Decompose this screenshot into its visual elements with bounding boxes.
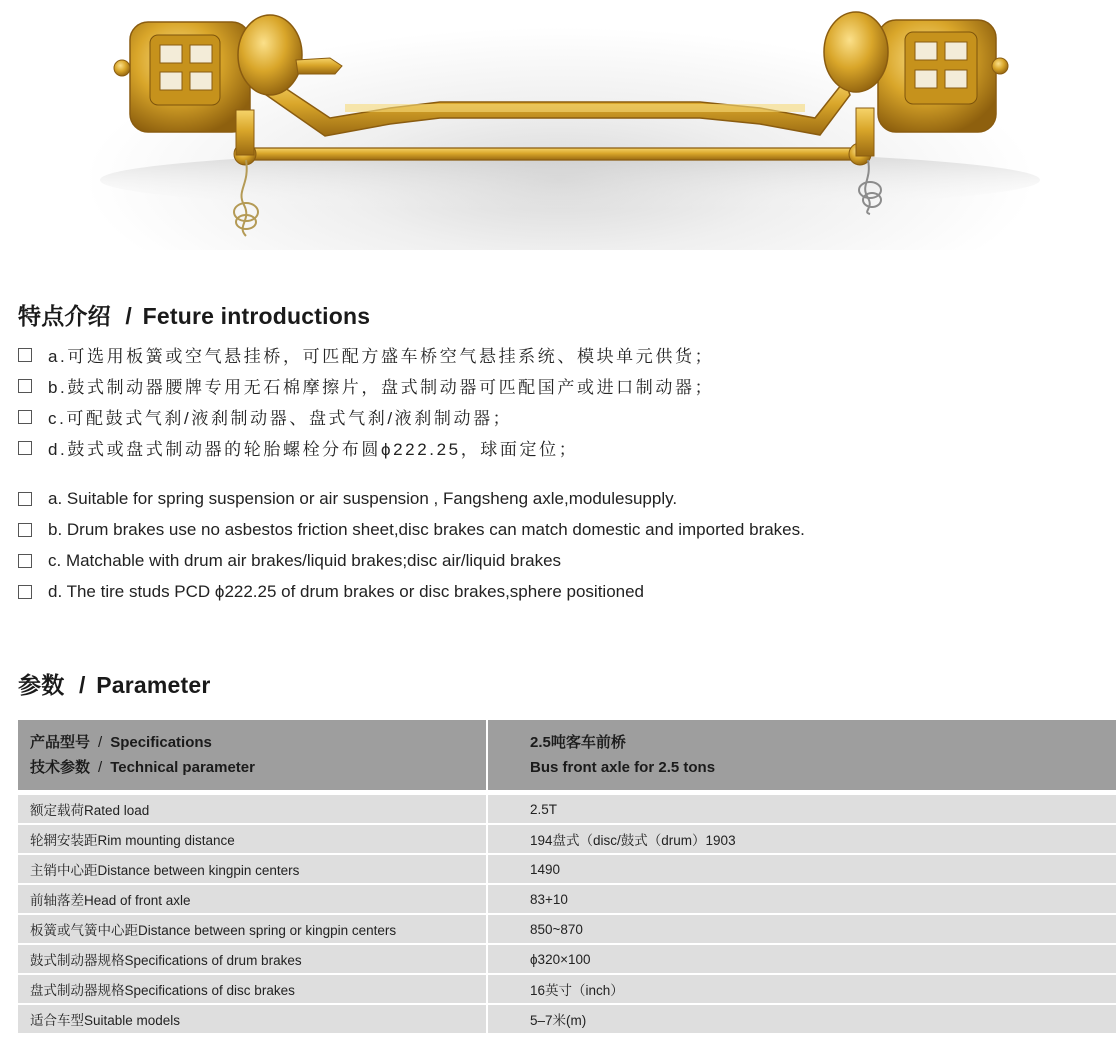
param-label: 主销中心距Distance between kingpin centers [18,854,487,884]
checkbox-icon [18,492,32,506]
checkbox-icon [18,348,32,362]
param-value: 5–7米(m) [487,1004,1116,1033]
list-item [18,401,714,432]
features-heading-zh: 特点介绍 [18,303,111,329]
feature-text: b. Drum brakes use no asbestos friction sheet,disc brakes can match domestic and imported brakes. [48,519,805,539]
table-row [18,884,1116,914]
list-item [18,432,714,463]
list-item [18,576,805,607]
heading-separator: / [125,303,132,329]
slash: / [98,734,103,751]
parameter-heading-en: Parameter [96,672,211,698]
features-list-zh [18,339,714,463]
product-name-zh: 2.5吨客车前桥 [530,734,626,751]
features-heading [18,298,370,331]
param-value: 2.5T [487,793,1116,825]
table-row [18,793,1116,825]
header-spec-cell [18,720,487,793]
param-value: 83+10 [487,884,1116,914]
param-label: 前轴落差Head of front axle [18,884,487,914]
checkbox-icon [18,585,32,599]
product-name-en: Bus front axle for 2.5 tons [530,759,716,776]
param-value: 850~870 [487,914,1116,944]
list-item [18,339,714,370]
feature-text: d.鼓式或盘式制动器的轮胎螺栓分布圆ϕ222.25，球面定位； [48,440,579,459]
checkbox-icon [18,523,32,537]
param-value: 194盘式（disc/鼓式（drum）1903 [487,824,1116,854]
left-brake-assembly [114,15,342,155]
spec-label-en: Specifications [110,734,212,751]
param-value: 1490 [487,854,1116,884]
axle-highlight [345,104,805,112]
spec-label-zh: 产品型号 [30,734,91,751]
table-row [18,1004,1116,1033]
param-label: 盘式制动器规格Specifications of disc brakes [18,974,487,1004]
checkbox-icon [18,441,32,455]
tie-rod [238,148,868,160]
list-item [18,370,714,401]
param-label: 鼓式制动器规格Specifications of drum brakes [18,944,487,974]
parameter-table [18,720,1116,1033]
param-label: 轮辋安装距Rim mounting distance [18,824,487,854]
heading-separator: / [79,672,86,698]
right-brake-assembly [824,12,1008,156]
feature-text: c. Matchable with drum air brakes/liquid brakes;disc air/liquid brakes [48,550,562,570]
feature-text: b.鼓式制动器腰牌专用无石棉摩擦片，盘式制动器可匹配国产或进口制动器； [48,378,715,397]
features-heading-en: Feture introductions [142,303,371,329]
table-header-row [18,720,1116,793]
spec-label [30,730,474,755]
checkbox-icon [18,379,32,393]
feature-text: a. Suitable for spring suspension or air suspension , Fangsheng axle,modulesupply. [48,488,678,508]
product-image-front-axle [0,0,1120,250]
list-item [18,514,805,545]
parameter-heading-zh: 参数 [18,672,65,698]
list-item [18,483,805,514]
param-value: ϕ320×100 [487,944,1116,974]
parameter-heading [18,667,211,700]
tech-label-zh: 技术参数 [30,759,91,776]
feature-text: a.可选用板簧或空气悬挂桥，可匹配方盛车桥空气悬挂系统、模块单元供货； [48,347,715,366]
feature-text: d. The tire studs PCD ϕ222.25 of drum brakes or disc brakes,sphere positioned [48,581,645,601]
feature-text: c.可配鼓式气刹/液刹制动器、盘式气刹/液刹制动器； [48,409,513,428]
header-product-cell [487,720,1116,793]
table-row [18,914,1116,944]
table-row [18,944,1116,974]
param-label: 板簧或气簧中心距Distance between spring or kingpin centers [18,914,487,944]
param-value: 16英寸（inch） [487,974,1116,1004]
param-label: 适合车型Suitable models [18,1004,487,1033]
slash: / [98,759,103,776]
table-row [18,824,1116,854]
list-item [18,545,805,576]
features-list-en [18,483,805,607]
tech-label-en: Technical parameter [110,759,255,776]
table-row [18,974,1116,1004]
checkbox-icon [18,554,32,568]
front-axle-illustration [0,0,1120,250]
tech-label [30,755,474,780]
checkbox-icon [18,410,32,424]
table-row [18,854,1116,884]
param-label: 额定载荷Rated load [18,793,487,825]
